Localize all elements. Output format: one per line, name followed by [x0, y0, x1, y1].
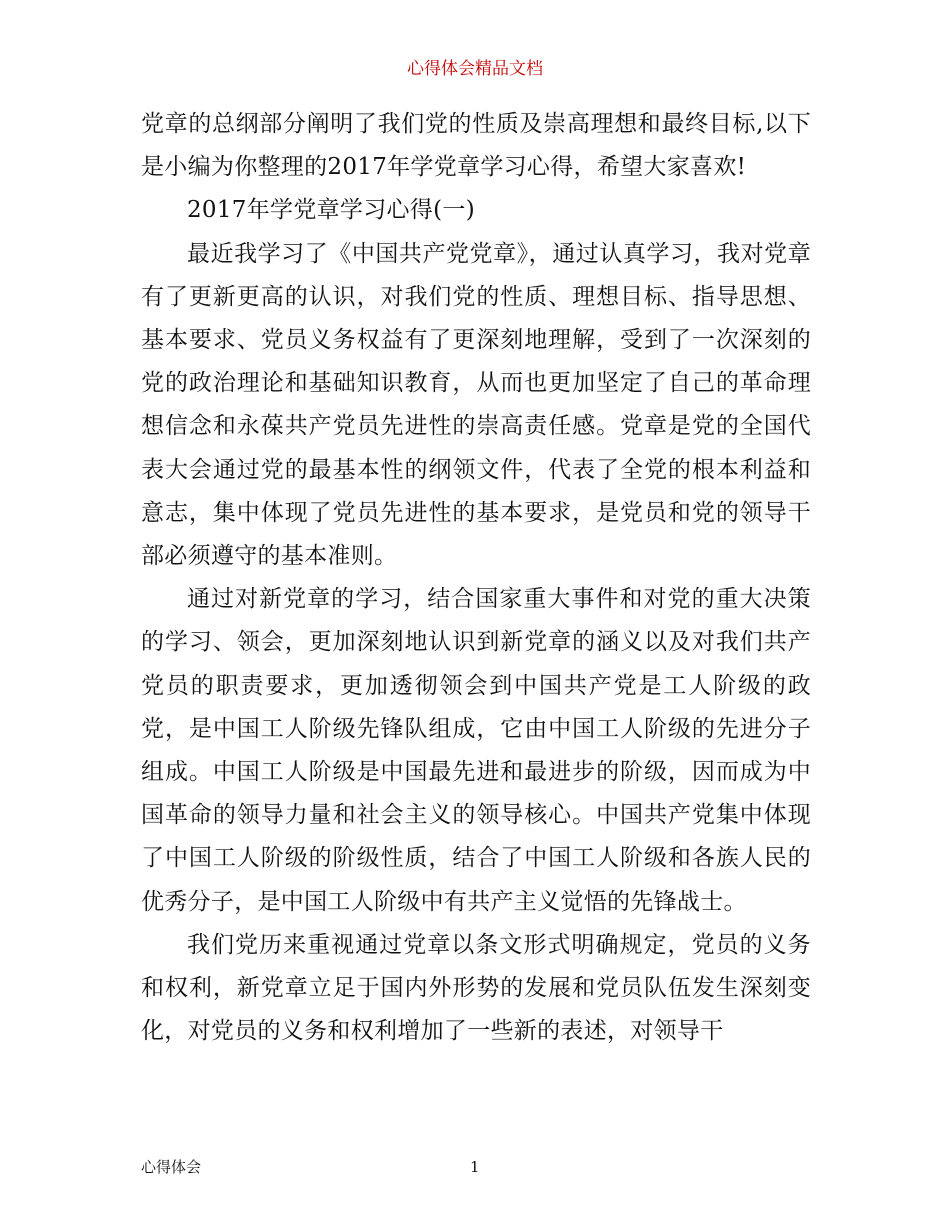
- body-paragraph-1: 最近我学习了《中国共产党党章》，通过认真学习，我对党章有了更新更高的认识，对我们党的性质、理想目标、指导思想、基本要求、党员义务权益有了更深刻地理解，受到了一次深刻的党的政治理论和基础知识教育，从而也更加坚定了自己的革命理想信念和永葆共产党员先进性的崇高责任感。党章是党的全国代表大会通过党的最基本性的纲领文件，代表了全党的根本利益和意志，集中体现了党员先进性的基本要求，是党员和党的领导干部必须遵守的基本准则。: [141, 240, 811, 570]
- body-paragraph-2: 通过对新党章的学习，结合国家重大事件和对党的重大决策的学习、领会，更加深刻地认识到新党章的涵义以及对我们共产党员的职责要求，更加透彻领会到中国共产党是工人阶级的政党，是中国工人阶级先锋队组成，它由中国工人阶级的先进分子组成。中国工人阶级是中国最先进和最进步的阶级，因而成为中国革命的领导力量和社会主义的领导核心。中国共产党集中体现了中国工人阶级的阶级性质，结合了中国工人阶级和各族人民的优秀分子，是中国工人阶级中有共产主义觉悟的先锋战士。: [141, 586, 811, 915]
- document-body: [141, 103, 811, 1053]
- intro-paragraph: 党章的总纲部分阐明了我们党的性质及崇高理想和最终目标,以下是小编为你整理的2017年学党章学习心得，希望大家喜欢!: [141, 111, 811, 181]
- body-paragraph-3: 我们党历来重视通过党章以条文形式明确规定，党员的义务和权利，新党章立足于国内外形势的发展和党员队伍发生深刻变化，对党员的义务和权利增加了一些新的表述，对领导干: [141, 931, 811, 1045]
- page-header-title: 心得体会精品文档: [407, 59, 543, 79]
- page-footer-label: 心得体会: [141, 1158, 202, 1176]
- section-heading: 2017年学党章学习心得(一): [187, 197, 475, 224]
- page-number: 1: [470, 1158, 480, 1176]
